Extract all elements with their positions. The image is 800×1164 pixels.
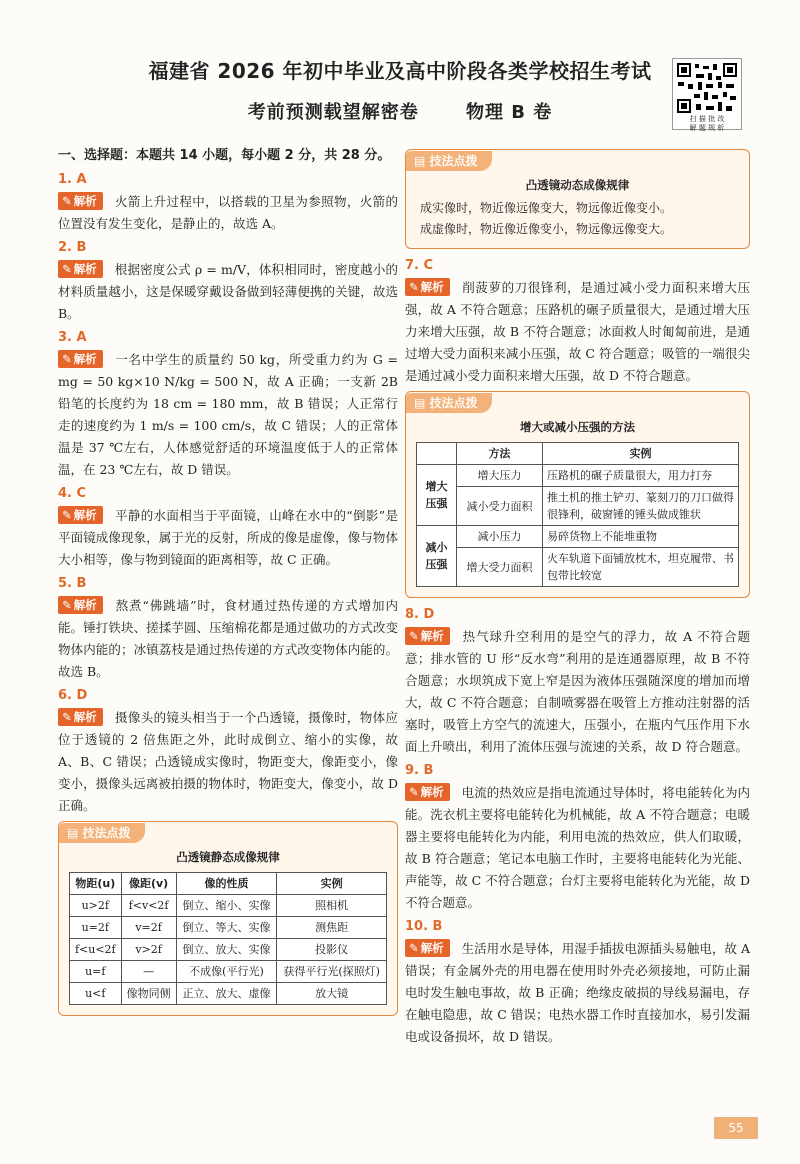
tip-box-lens-static xyxy=(58,821,398,1016)
answer-4-number: 4. C xyxy=(58,486,87,501)
table-header-row: 物距(u) 像距(v) 像的性质 实例 xyxy=(70,873,387,895)
answer-5-number: 5. B xyxy=(58,576,87,591)
pen-icon: ✎ xyxy=(62,262,72,276)
exam-title: 福建省 2026 年初中毕业及高中阶段各类学校招生考试 xyxy=(148,59,652,83)
answer-7-explanation: ✎ 解析 削菠萝的刀很锋利，是通过减小受力面积来增大压强，故 A 不符合题意；压路机的碾子质量很大，是通过增大压力来增大压强，故 B 不符合题意；冰面救人时匍匐前进，是通过增大受力面积来减小压强，故 C 符合题意；吸管的一端很尖是通过减小受力面积来增大压强，故 D 不符合题意。 xyxy=(405,280,750,383)
qr-caption-1: 扫 描 批 改 xyxy=(689,115,725,123)
pen-icon: ✎ xyxy=(62,710,72,724)
tip-header: ▤ 技法点拨 xyxy=(406,151,492,171)
answer-2-explanation: ✎ 解析 根据密度公式 ρ = m/V，体积相同时，密度越小的材料质量越小，这是保暖穿戴设备做到轻薄便携的关键，故选 B。 xyxy=(58,262,398,321)
table-row: u=2f v=2f 倒立、等大、实像 测焦距 xyxy=(70,917,387,939)
qr-code[interactable] xyxy=(672,58,742,130)
tip-box-lens-dynamic xyxy=(405,149,750,249)
answer-10-explanation: ✎ 解析 生活用水是导体，用湿手插拔电源插头易触电，故 A 错误；有金属外壳的用电器在使用时外壳必须接地，可防止漏电时发生触电事故，故 B 正确；绝缘皮破损的导线易漏电，存在触电隐患，故 C 错误；电热水器工作时直接加水，易引发漏电或设备损坏，故 D 错误。 xyxy=(405,941,750,1044)
answer-5-explanation: ✎ 解析 熬煮“佛跳墙”时，食材通过热传递的方式增加内能。锤打铁块、搓揉芋圆、压缩棉花都是通过做功的方式改变物体内能的；冰镇荔枝是通过热传递的方式改变物体内能的。故选 B。 xyxy=(58,598,398,679)
analysis-tag: ✎ 解析 xyxy=(58,708,103,726)
left-column xyxy=(58,145,398,1022)
answer-3-explanation: ✎ 解析 一名中学生的质量约 50 kg，所受重力约为 G = mg = 50 kg×10 N/kg = 500 N，故 A 正确；一支新 2B 铅笔的长度约为 18 cm = 180 mm，故 B 错误；人正常行走的速度约为 1 m/s = 100 cm/s，故 C 错误；人的正常体温是 37 ℃左右，人体感觉舒适的环境温度低于人的正常体温，在 23 ℃左右，故 D 错误。 xyxy=(58,352,398,477)
table-row: 增大压强 增大压力 压路机的碾子质量很大，用力打夯 xyxy=(417,465,739,487)
tip-box-pressure xyxy=(405,391,750,598)
right-column xyxy=(405,145,750,1048)
pen-icon: ✎ xyxy=(409,785,419,799)
tip-line-1: 成实像时，物近像远像变大，物远像近像变小。 xyxy=(420,201,673,215)
answer-7-number: 7. C xyxy=(405,258,434,273)
answer-8-explanation: ✎ 解析 热气球升空利用的是空气的浮力，故 A 不符合题意；排水管的 U 形“反水弯”利用的是连通器原理，故 B 不符合题意；水坝筑成下宽上窄是因为液体压强随深度的增加而增大，故 C 不符合题意；自制喷雾器在吸管上方推动注射器的活塞时，吸管上方空气的流速大，压强小，在瓶内气压作用下水面上升喷出，利用了流体压强与流速的关系，故 D 符合题意。 xyxy=(405,629,750,754)
table-row: f<u<2f v>2f 倒立、放大、实像 投影仪 xyxy=(70,939,387,961)
pen-icon: ✎ xyxy=(62,598,72,612)
tip-title: 凸透镜静态成像规律 xyxy=(176,850,280,864)
answer-2-number: 2. B xyxy=(58,240,87,255)
subtitle-part-a: 考前预测载望解密卷 xyxy=(247,102,419,123)
analysis-tag: ✎ 解析 xyxy=(58,506,103,524)
answer-8-number: 8. D xyxy=(405,607,435,622)
analysis-tag: ✎ 解析 xyxy=(405,783,450,801)
pen-icon: ✎ xyxy=(62,352,72,366)
analysis-tag: ✎ 解析 xyxy=(58,596,103,614)
subtitle-part-b: 物理 B 卷 xyxy=(466,102,553,123)
table-row: u<f 像物同侧 正立、放大、虚像 放大镜 xyxy=(70,983,387,1005)
table-row: u>2f f<v<2f 倒立、缩小、实像 照相机 xyxy=(70,895,387,917)
answer-6-explanation: ✎ 解析 摄像头的镜头相当于一个凸透镜，摄像时，物体应位于透镜的 2 倍焦距之外，此时成倒立、缩小的实像，故 A、B、C 错误；凸透镜成实像时，物距变大，像距变小，像变小，摄像头远离被拍摄的物体时，物距变大，像变小，故 D 正确。 xyxy=(58,710,398,813)
answer-9-explanation: ✎ 解析 电流的热效应是指电流通过导体时，将电能转化为内能。洗衣机主要将电能转化为机械能，故 A 不符合题意；电暖器主要将电能转化为内能，利用电流的热效应，供人们取暖，故 B 符合题意；笔记本电脑工作时，主要将电能转化为光能、声能等，故 C 不符合题意；台灯主要将电能转化为光能，故 D 不符合题意。 xyxy=(405,785,750,910)
tip-header: ▤ 技法点拨 xyxy=(406,393,492,413)
analysis-tag: ✎ 解析 xyxy=(405,939,450,957)
analysis-tag: ✎ 解析 xyxy=(58,260,103,278)
document-icon: ▤ xyxy=(414,396,430,410)
tip-content xyxy=(406,196,749,248)
pen-icon: ✎ xyxy=(409,629,419,643)
pressure-table xyxy=(416,442,739,587)
answer-3-number: 3. A xyxy=(58,330,87,345)
answer-1-number: 1. A xyxy=(58,172,87,187)
lens-static-table xyxy=(69,872,387,1005)
table-row: u=f — 不成像(平行光) 获得平行光(探照灯) xyxy=(70,961,387,983)
answer-10-number: 10. B xyxy=(405,919,443,934)
analysis-tag: ✎ 解析 xyxy=(405,627,450,645)
document-icon: ▤ xyxy=(414,154,430,168)
table-row: 减小压强 减小压力 易碎货物上不能堆重物 xyxy=(417,526,739,548)
tip-title: 增大或减小压强的方法 xyxy=(520,420,635,434)
tip-title: 凸透镜动态成像规律 xyxy=(525,178,630,192)
table-row: 增大受力面积 火车轨道下面铺放枕木，坦克履带、书包带比较宽 xyxy=(417,548,739,587)
qr-code-icon xyxy=(676,62,738,114)
table-header-row: 方法 实例 xyxy=(417,443,739,465)
tip-line-2: 成虚像时，物近像近像变小，物远像远像变大。 xyxy=(420,222,673,236)
document-icon: ▤ xyxy=(67,826,83,840)
analysis-tag: ✎ 解析 xyxy=(405,278,450,296)
answer-6-number: 6. D xyxy=(58,688,88,703)
answer-9-number: 9. B xyxy=(405,763,434,778)
answer-1-explanation: ✎ 解析 火箭上升过程中，以搭载的卫星为参照物，火箭的位置没有发生变化，是静止的，故选 A。 xyxy=(58,194,398,231)
pen-icon: ✎ xyxy=(62,194,72,208)
pen-icon: ✎ xyxy=(409,941,419,955)
section-heading: 一、选择题：本题共 14 小题，每小题 2 分，共 28 分。 xyxy=(58,148,391,163)
answer-4-explanation: ✎ 解析 平静的水面相当于平面镜，山峰在水中的“倒影”是平面镜成像现象，属于光的反射，所成的像是虚像，像与物体大小相等，像与物到镜面的距离相等，故 C 正确。 xyxy=(58,508,398,567)
page-number: 55 xyxy=(714,1117,758,1139)
analysis-tag: ✎ 解析 xyxy=(58,192,103,210)
qr-caption-2: 解 题 规 析 xyxy=(689,124,725,132)
analysis-tag: ✎ 解析 xyxy=(58,350,103,368)
pen-icon: ✎ xyxy=(409,280,419,294)
pen-icon: ✎ xyxy=(62,508,72,522)
tip-header: ▤ 技法点拨 xyxy=(59,823,145,843)
table-row: 减小受力面积 推土机的推土铲刃、篆刻刀的刀口做得很锋利，破窗锤的锤头做成锥状 xyxy=(417,487,739,526)
